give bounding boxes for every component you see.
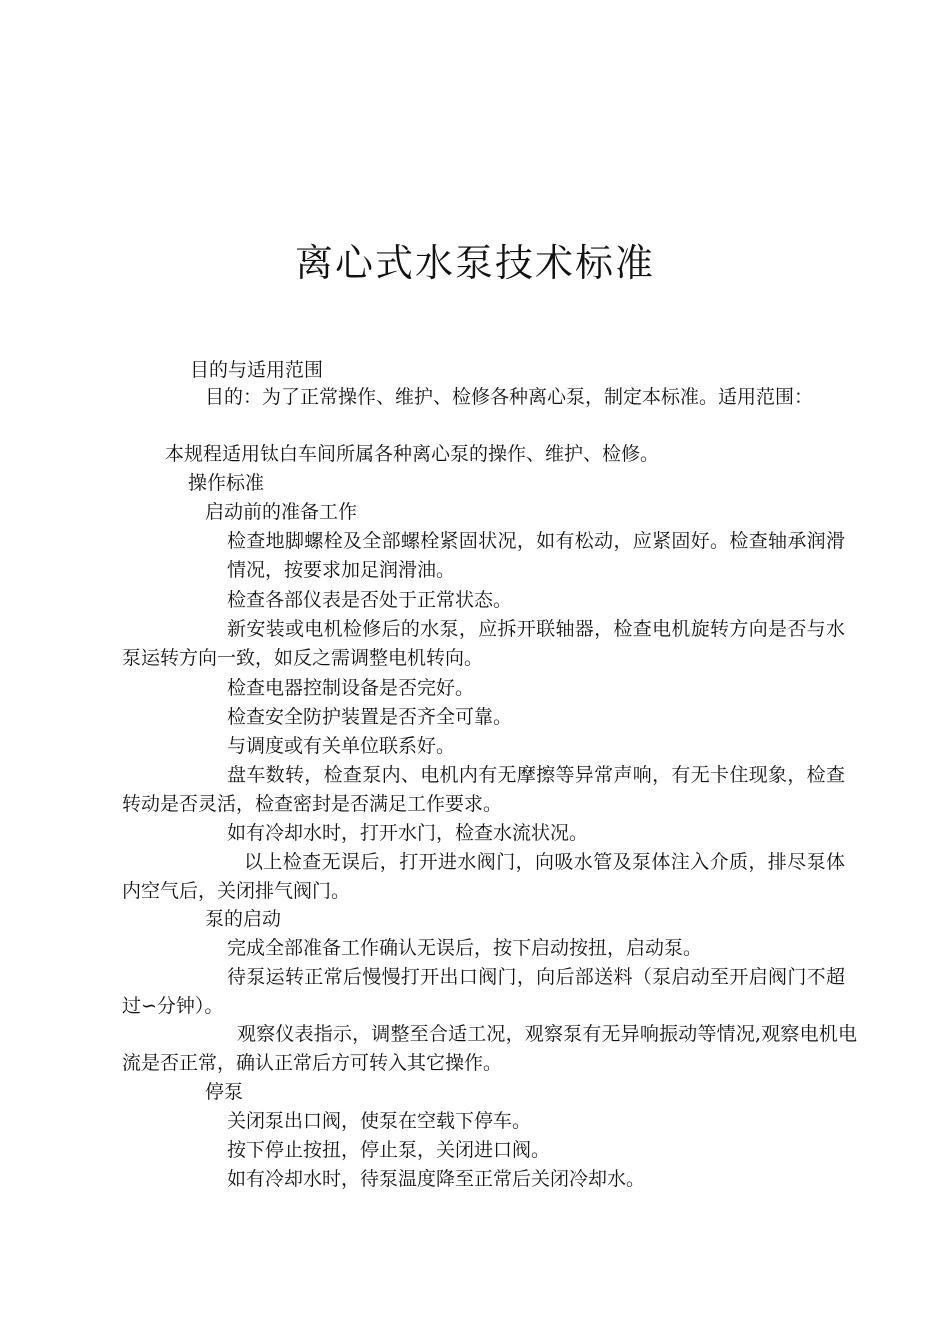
page-title: 离心式水泵技术标准 — [294, 241, 655, 285]
start-item-2: 待泵运转正常后慢慢打开出口阀门，向后部送料（泵启动至开启阀门不超过∽分钟）。 — [122, 966, 845, 1017]
prep-item-5: 检查安全防护装置是否齐全可靠。 — [227, 706, 513, 728]
stop-item-2: 按下停止按扭，停止泵，关闭进口阀。 — [227, 1139, 551, 1161]
section-heading-operation: 操作标准 — [188, 472, 265, 494]
prep-item-9: 以上检查无误后，打开进水阀门，向吸水管及泵体注入介质，排尽泵体内空气后，关闭排气阀门。 — [122, 851, 845, 902]
prep-item-7: 盘车数转，检查泵内、电机内有无摩擦等异常声响，有无卡住现象，检查转动是否灵活，检查密封是否满足工作要求。 — [122, 764, 845, 815]
prep-item-2: 检查各部仪表是否处于正常状态。 — [227, 589, 513, 611]
start-item-1: 完成全部准备工作确认无误后，按下启动按扭，启动泵。 — [227, 937, 703, 959]
section-heading-purpose-scope: 目的与适用范围 — [190, 359, 324, 381]
scope-paragraph: 本规程适用钛白车间所属各种离心泵的操作、维护、检修。 — [165, 443, 660, 465]
stop-item-3: 如有冷却水时，待泵温度降至正常后关闭冷却水。 — [227, 1168, 646, 1190]
prep-item-4: 检查电器控制设备是否完好。 — [227, 677, 475, 699]
prep-item-8: 如有冷却水时，打开水门，检查水流状况。 — [227, 822, 589, 844]
prep-item-3: 新安装或电机检修后的水泵，应拆开联轴器，检查电机旋转方向是否与水泵运转方向一致，如反之需调整电机转向。 — [122, 618, 845, 669]
start-item-3: 观察仪表指示，调整至合适工况，观察泵有无异响振动等情况,观察电机电流是否正常，确认正常后方可转入其它操作。 — [122, 1023, 857, 1074]
prep-item-1: 检查地脚螺栓及全部螺栓紧固状况，如有松动，应紧固好。检查轴承润滑情况，按要求加足润滑油。 — [227, 530, 845, 581]
subheading-stop: 停泵 — [205, 1081, 244, 1103]
subheading-preparation: 启动前的准备工作 — [205, 501, 358, 523]
prep-item-6: 与调度或有关单位联系好。 — [227, 735, 456, 757]
purpose-paragraph: 目的：为了正常操作、维护、检修各种离心泵，制定本标准。适用范围： — [205, 386, 814, 408]
subheading-start: 泵的启动 — [205, 908, 282, 930]
stop-item-1: 关闭泵出口阀，使泵在空载下停车。 — [227, 1110, 532, 1132]
